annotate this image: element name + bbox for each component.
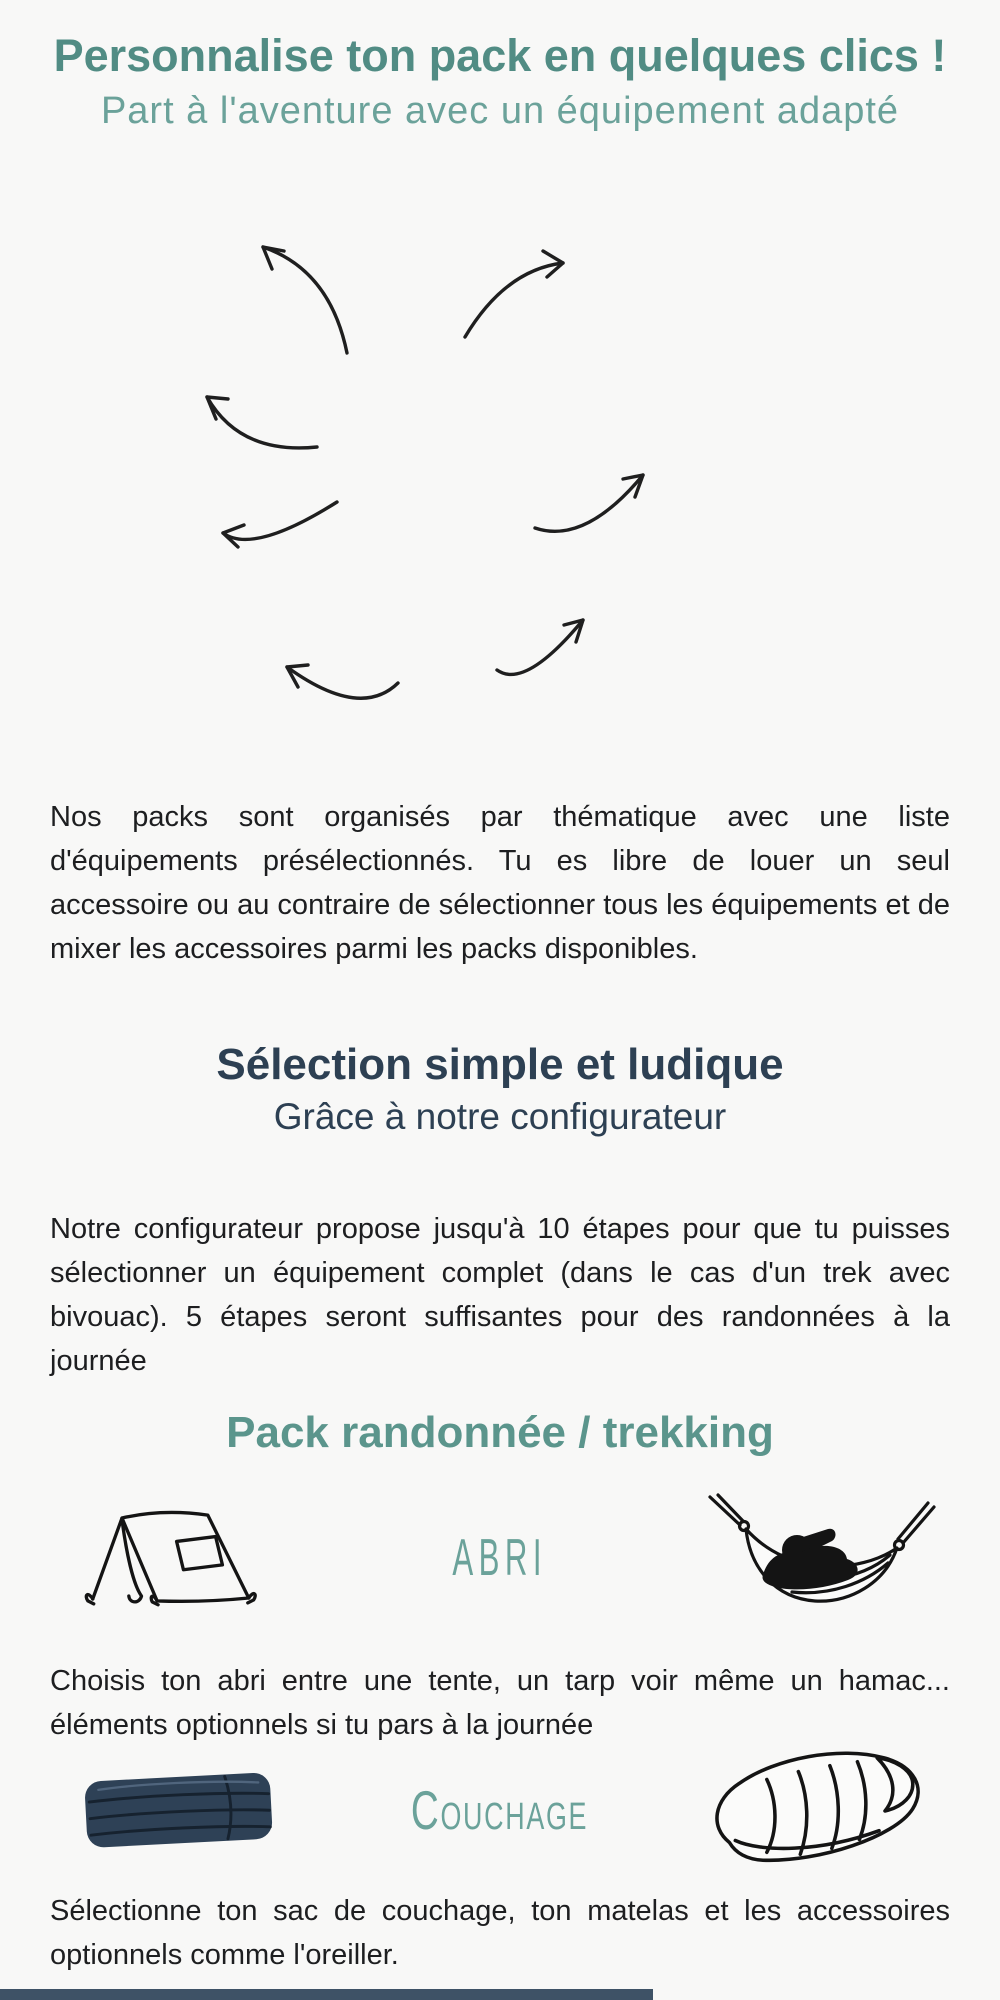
footer-bar bbox=[0, 1989, 653, 2000]
hammock-icon bbox=[670, 1493, 970, 1623]
selection-subheading: Grâce à notre configurateur bbox=[273, 1096, 727, 1137]
selection-heading: Sélection simple et ludique bbox=[216, 1040, 784, 1089]
abri-row bbox=[30, 1488, 970, 1628]
air-mattress-icon bbox=[30, 1760, 330, 1860]
page-title: Personnalise ton pack en quelques clics ! bbox=[53, 30, 947, 81]
selection-paragraph: Notre configurateur propose jusqu'à 10 étapes pour que tu puisses sélectionner un équipement complet (dans le cas d'un trek avec bivouac). 5 étapes seront suffisantes pour des randonnées à la journée bbox=[50, 1213, 950, 1377]
tent-icon bbox=[30, 1501, 330, 1616]
abri-label: ABRI bbox=[452, 1528, 548, 1586]
sleeping-bag-icon bbox=[670, 1746, 970, 1874]
couchage-row bbox=[30, 1740, 970, 1880]
abri-paragraph: Choisis ton abri entre une tente, un tarp voir même un hamac... éléments optionnels si tu pars à la journée bbox=[50, 1665, 950, 1741]
curved-arrows-illustration bbox=[170, 225, 670, 745]
couchage-paragraph: Sélectionne ton sac de couchage, ton matelas et les accessoires optionnels comme l'oreiller. bbox=[50, 1895, 950, 1971]
page-subtitle: Part à l'aventure avec un équipement adapté bbox=[100, 90, 900, 132]
pack-heading: Pack randonnée / trekking bbox=[226, 1408, 774, 1457]
intro-paragraph: Nos packs sont organisés par thématique avec une liste d'équipements présélectionnés. Tu es libre de louer un seul accessoire ou au contraire de sélectionner tous les équipements et de mixer les accessoires parmi les packs disponibles. bbox=[50, 801, 950, 965]
couchage-label: Couchage bbox=[411, 1779, 589, 1841]
